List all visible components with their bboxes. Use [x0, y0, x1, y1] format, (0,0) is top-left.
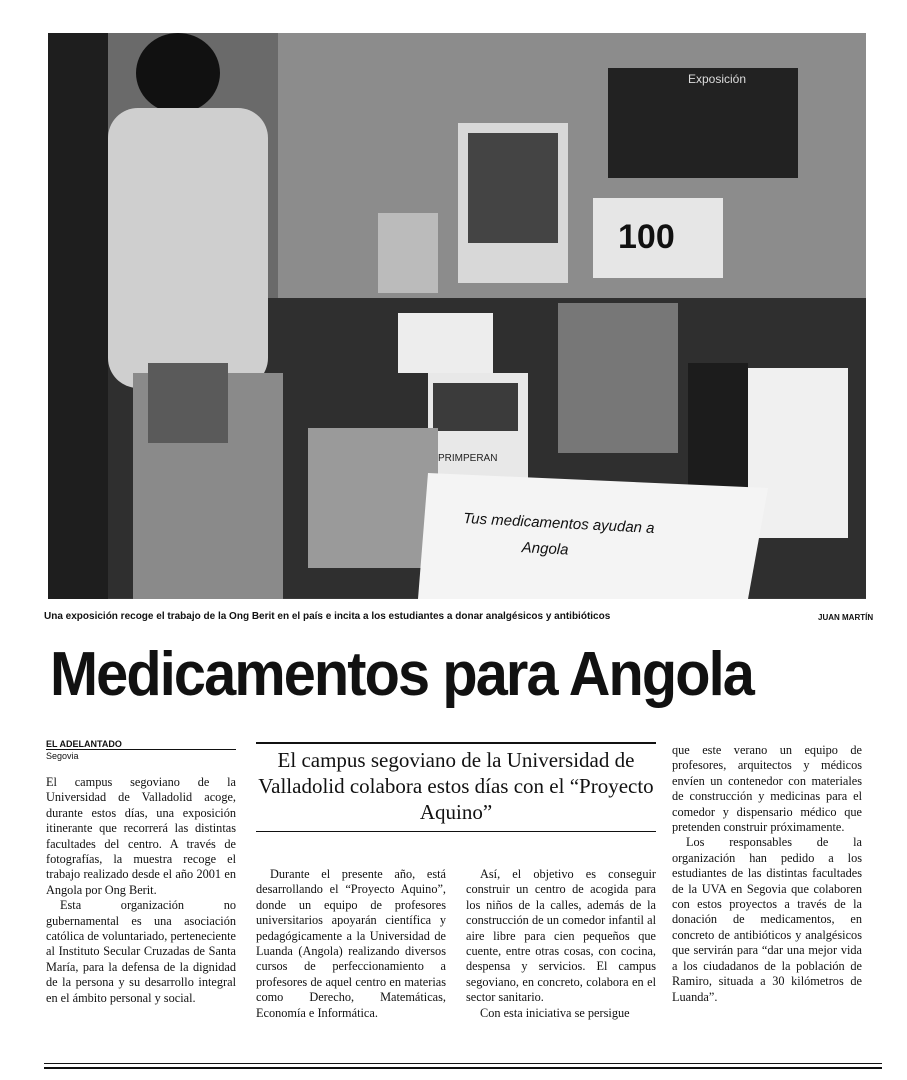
paragraph: Durante el presente año, está desarrollando el “Proyecto Aquino”, donde un equipo de profesores universitarios apoyarán científica y pedagógicamente a la Universidad de Luanda (Angola) realizando diversos cursos de perfeccionamiento a profesores de aquel centro en materias como Derecho, Matemáticas, Economía e Informática.	[256, 867, 446, 1020]
bottom-rule-thick	[44, 1067, 882, 1069]
byline-place: Segovia	[46, 751, 79, 761]
paragraph: Así, el objetivo es conseguir construir un centro de acogida para los niños de la calles, además de la construcción de un comedor infantil al aire libre para cien pequeños que cuente, entre otras cosas, con cocina, despensa y servicios. El campus segoviano, en concreto, colabora en el sector sanitario.	[466, 867, 656, 1005]
byline-agency: EL ADELANTADO	[46, 739, 236, 750]
headline: Medicamentos para Angola	[50, 640, 753, 709]
article-column-3	[466, 867, 656, 1021]
paragraph: El campus segoviano de la Universidad de Valladolid acoge, durante estos días, una exposición itinerante que recorrerá las distintas facultades del centro. A través de fotografías, la muestra recoge el trabajo realizado desde el año 2001 en Angola por Ong Berit.	[46, 775, 236, 897]
poster-exposicion-text: Exposición	[688, 72, 747, 86]
photo-caption: Una exposición recoge el trabajo de la Ong Berit en el país e incita a los estudiantes a donar analgésicos y antibióticos	[44, 611, 611, 622]
subheadline: El campus segoviano de la Universidad de Valladolid colabora estos días con el “Proyecto Aquino”	[256, 742, 656, 832]
box-label-text: PRIMPERAN	[438, 453, 498, 464]
news-photo	[48, 33, 866, 599]
paragraph: Esta organización no gubernamental es una asociación católica de voluntariado, perteneciente al Instituto Secular Cruzadas de Santa María, para la defensa de la dignidad de la persona y su desarrollo integral en el ámbito personal y social.	[46, 898, 236, 1005]
sign-text: Tus medicamentos ayudan a Angola	[462, 510, 655, 559]
paragraph: que este verano un equipo de profesores, arquitectos y médicos envíen un contenedor con materiales de construcción y medicinas para el comedor y dispensario médico que pretenden construir próximamente.	[672, 743, 862, 835]
article-column-2	[256, 867, 446, 1021]
photo-credit: JUAN MARTÍN	[818, 613, 874, 622]
poster-number-text: 100	[618, 218, 675, 256]
article-column-4	[672, 743, 862, 1005]
bottom-rule	[44, 1063, 882, 1064]
article-column-1	[46, 775, 236, 1006]
paragraph: Con esta iniciativa se persigue	[480, 1005, 630, 1020]
paragraph: Los responsables de la organización han pedido a los estudiantes de las distintas facultades de la UVA en Segovia que colaboren con estos proyectos a través de la donación de medicamentos, en concreto de antibióticos y analgésicos que servirán para “dar una mejor vida a los ciudadanos de la población de Ramiro, situada a 30 kilómetros de Luanda”.	[672, 835, 862, 1004]
